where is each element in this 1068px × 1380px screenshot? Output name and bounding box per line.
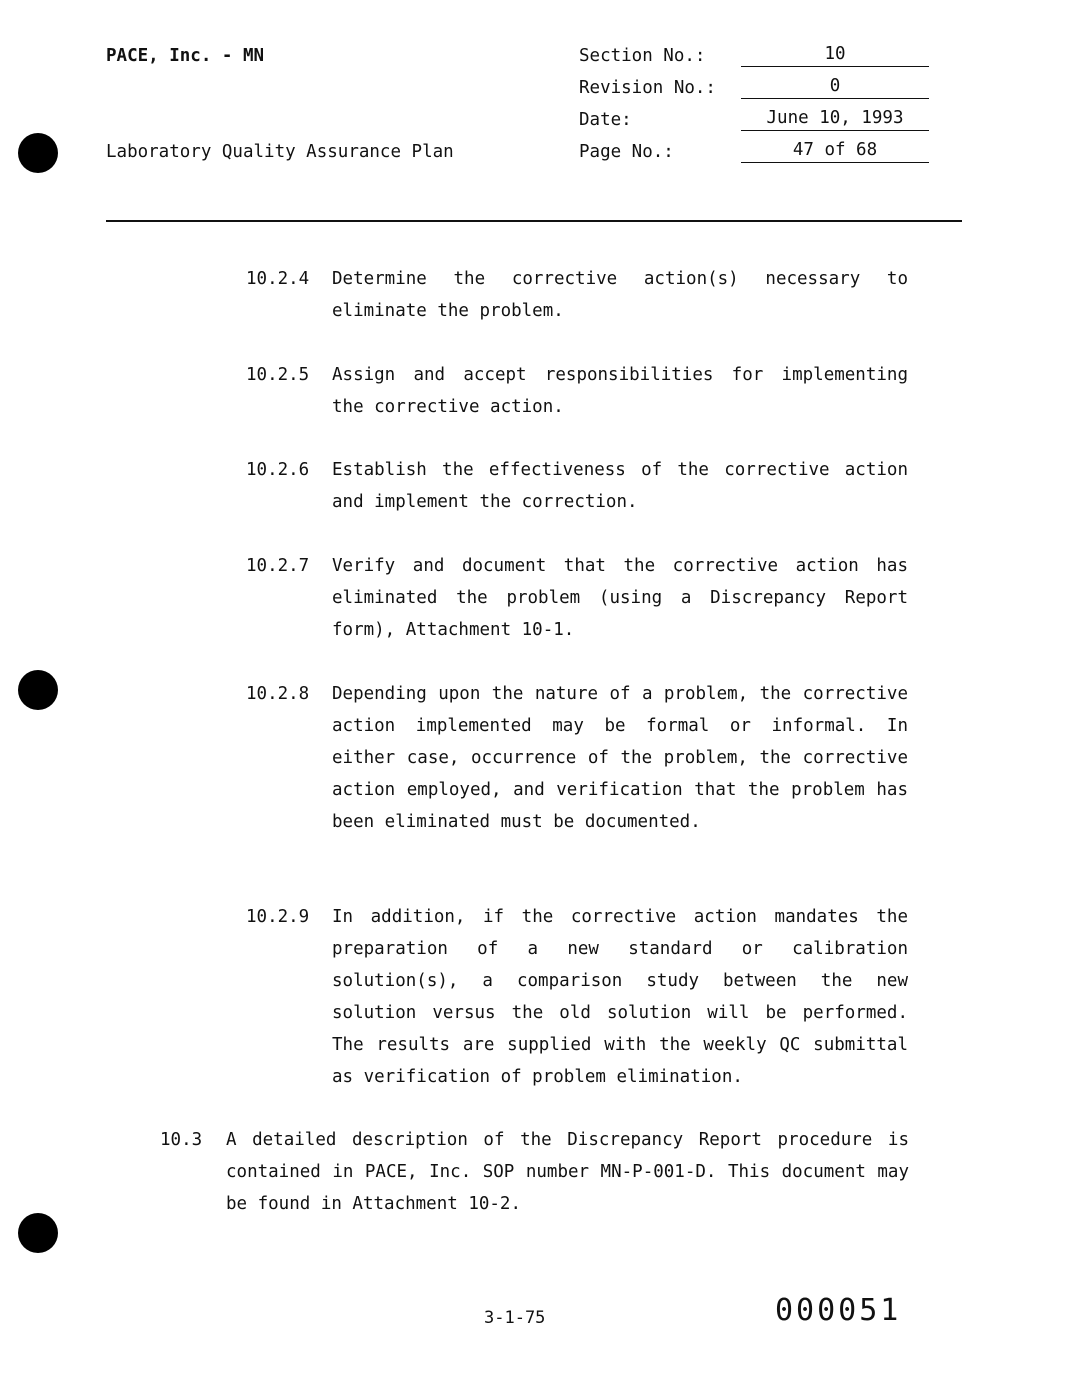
page-value: 47 of 68: [741, 140, 929, 163]
section-label: Section No.:: [579, 46, 706, 66]
section-value: 10: [741, 44, 929, 67]
item-text: Establish the effectiveness of the corrective action and implement the correction.: [332, 460, 908, 512]
item-text: Determine the corrective action(s) necessary to eliminate the problem.: [332, 269, 908, 321]
item-number: 10.3: [160, 1130, 203, 1150]
item-number: 10.2.6: [246, 460, 310, 480]
item-text: A detailed description of the Discrepancy Report procedure is contained in PACE, Inc. SOP number MN-P-001-D. This document may be found in Attachment 10-2.: [226, 1130, 909, 1214]
item-text: In addition, if the corrective action mandates the preparation of a new standard or calibration solution(s), a comparison study between the new solution versus the old solution will be performed. The results are supplied with the weekly QC submittal as verification of problem elimination.: [332, 907, 908, 1087]
header-rule: [106, 220, 962, 222]
revision-label: Revision No.:: [579, 78, 716, 98]
page-code: 3-1-75: [484, 1308, 546, 1328]
item-number: 10.2.4: [246, 269, 310, 289]
item-number: 10.2.8: [246, 684, 310, 704]
binder-hole-top: [18, 133, 58, 173]
binder-hole-middle: [18, 670, 58, 710]
revision-value: 0: [741, 76, 929, 99]
item-number: 10.2.7: [246, 556, 310, 576]
date-label: Date:: [579, 110, 632, 130]
item-number: 10.2.9: [246, 907, 310, 927]
company-name: PACE, Inc. - MN: [106, 46, 265, 66]
page-label: Page No.:: [579, 142, 674, 162]
item-text: Verify and document that the corrective action has eliminated the problem (using a Discrepancy Report form), Attachment 10-1.: [332, 556, 908, 640]
stamp-number: 000051: [775, 1293, 902, 1328]
date-value: June 10, 1993: [741, 108, 929, 131]
item-text: Assign and accept responsibilities for implementing the corrective action.: [332, 365, 908, 417]
item-number: 10.2.5: [246, 365, 310, 385]
binder-hole-bottom: [18, 1213, 58, 1253]
plan-title: Laboratory Quality Assurance Plan: [106, 142, 454, 162]
item-text: Depending upon the nature of a problem, the corrective action implemented may be formal or informal. In either case, occurrence of the problem, the corrective action employed, and verification that the problem has been eliminated must be documented.: [332, 684, 908, 832]
